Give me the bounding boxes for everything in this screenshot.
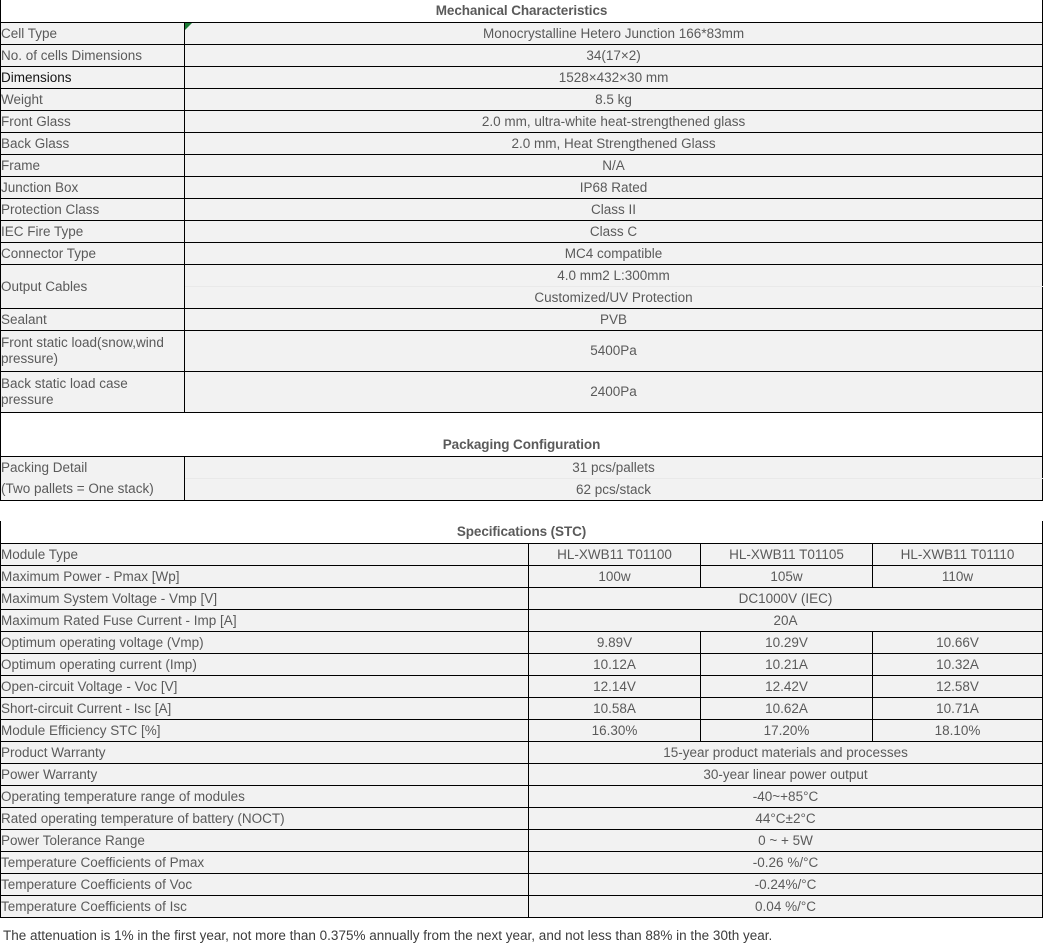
row-label-front-static-load: Front static load(snow,wind pressure) [1, 331, 185, 372]
row-value-open-circuit-voltage-1: 12.14V [529, 676, 701, 698]
row-value-short-circuit-current-2: 10.62A [701, 698, 873, 720]
specifications-stc-table [0, 521, 1043, 918]
section-spacer [0, 501, 1046, 521]
row-value-open-circuit-voltage-3: 12.58V [873, 676, 1043, 698]
row-value-max-power-1: 100w [529, 566, 701, 588]
row-value-product-warranty: 15-year product materials and processes [529, 742, 1043, 764]
row-value-weight: 8.5 kg [185, 89, 1043, 111]
row-value-front-static-load: 5400Pa [185, 331, 1043, 372]
row-value-back-static-load: 2400Pa [185, 372, 1043, 413]
table-row [1, 155, 1043, 177]
row-value-temp-coeff-voc: -0.24%/°C [529, 874, 1043, 896]
table-row [1, 764, 1043, 786]
row-label-operating-temp-range: Operating temperature range of modules [1, 786, 529, 808]
row-label-max-system-voltage: Maximum System Voltage - Vmp [V] [1, 588, 529, 610]
table-row [1, 309, 1043, 331]
packaging-configuration-table [0, 434, 1043, 501]
table-row [1, 654, 1043, 676]
row-value-optimum-voltage-1: 9.89V [529, 632, 701, 654]
table-row [1, 676, 1043, 698]
row-label-noct: Rated operating temperature of battery (NOCT) [1, 808, 529, 830]
row-label-module-efficiency: Module Efficiency STC [%] [1, 720, 529, 742]
row-label-back-glass: Back Glass [1, 133, 185, 155]
row-value-optimum-voltage-3: 10.66V [873, 632, 1043, 654]
row-label-optimum-current: Optimum operating current (Imp) [1, 654, 529, 676]
row-label-power-warranty: Power Warranty [1, 764, 529, 786]
table-row [1, 23, 1043, 45]
row-label-temp-coeff-isc: Temperature Coefficients of Isc [1, 896, 529, 918]
row-value-power-warranty: 30-year linear power output [529, 764, 1043, 786]
table-row [1, 67, 1043, 89]
row-label-optimum-voltage: Optimum operating voltage (Vmp) [1, 632, 529, 654]
table-row [1, 331, 1043, 372]
row-label-connector-type: Connector Type [1, 243, 185, 265]
row-value-optimum-current-3: 10.32A [873, 654, 1043, 676]
row-label-junction-box: Junction Box [1, 177, 185, 199]
row-value-frame: N/A [185, 155, 1043, 177]
table-row [1, 698, 1043, 720]
table-row [1, 896, 1043, 918]
row-value-module-efficiency-1: 16.30% [529, 720, 701, 742]
table-row [1, 457, 1043, 479]
row-label-short-circuit-current: Short-circuit Current - Isc [A] [1, 698, 529, 720]
row-label-output-cables: Output Cables [1, 265, 185, 309]
table-row [1, 808, 1043, 830]
row-value-open-circuit-voltage-2: 12.42V [701, 676, 873, 698]
table-row [1, 45, 1043, 67]
table-row [1, 479, 1043, 501]
row-value-output-cables-2: Customized/UV Protection [185, 287, 1043, 309]
row-value-noct: 44°C±2°C [529, 808, 1043, 830]
row-label-frame: Frame [1, 155, 185, 177]
section-title-packaging: Packaging Configuration [1, 434, 1043, 457]
row-value-text: Monocrystalline Hetero Junction 166*83mm [482, 25, 745, 41]
column-header-module-1: HL-XWB11 T01100 [529, 544, 701, 566]
table-row [1, 720, 1043, 742]
row-value-max-power-3: 110w [873, 566, 1043, 588]
section-title-mechanical: Mechanical Characteristics [1, 0, 1043, 23]
row-label-back-static-load: Back static load case pressure [1, 372, 185, 413]
table-row [1, 133, 1043, 155]
row-value-module-efficiency-2: 17.20% [701, 720, 873, 742]
column-header-module-2: HL-XWB11 T01105 [701, 544, 873, 566]
row-value-temp-coeff-isc: 0.04 %/°C [529, 896, 1043, 918]
row-value-max-power-2: 105w [701, 566, 873, 588]
row-label-front-glass: Front Glass [1, 111, 185, 133]
table-row [1, 742, 1043, 764]
attenuation-footnote: The attenuation is 1% in the first year, not more than 0.375% annually from the next year, and not less than 88% in the 30th year. [3, 928, 773, 943]
gap-row [1, 413, 1043, 435]
row-label-max-fuse-current: Maximum Rated Fuse Current - Imp [A] [1, 610, 529, 632]
row-value-dimensions: 1528×432×30 mm [185, 67, 1043, 89]
row-label-sealant: Sealant [1, 309, 185, 331]
row-value-optimum-voltage-2: 10.29V [701, 632, 873, 654]
row-value-optimum-current-1: 10.12A [529, 654, 701, 676]
table-row [1, 199, 1043, 221]
row-label-max-power: Maximum Power - Pmax [Wp] [1, 566, 529, 588]
row-value-module-efficiency-3: 18.10% [873, 720, 1043, 742]
row-value-back-glass: 2.0 mm, Heat Strengthened Glass [185, 133, 1043, 155]
table-row [1, 89, 1043, 111]
table-row [1, 588, 1043, 610]
table-row [1, 830, 1043, 852]
table-row [1, 874, 1043, 896]
row-value-front-glass: 2.0 mm, ultra-white heat-strengthened glass [185, 111, 1043, 133]
row-label-cell-type: Cell Type [1, 23, 185, 45]
row-label-temp-coeff-pmax: Temperature Coefficients of Pmax [1, 852, 529, 874]
row-label-product-warranty: Product Warranty [1, 742, 529, 764]
table-row [1, 372, 1043, 413]
section-header-row [1, 521, 1043, 544]
row-value-temp-coeff-pmax: -0.26 %/°C [529, 852, 1043, 874]
row-label-temp-coeff-voc: Temperature Coefficients of Voc [1, 874, 529, 896]
section-header-row [1, 0, 1043, 23]
table-row [1, 111, 1043, 133]
row-value-protection-class: Class II [185, 199, 1043, 221]
row-value-sealant: PVB [185, 309, 1043, 331]
row-value-packing-detail-1: 31 pcs/pallets [185, 457, 1043, 479]
row-label-packing-detail-1: Packing Detail [1, 457, 185, 479]
row-label-power-tolerance: Power Tolerance Range [1, 830, 529, 852]
row-label-iec-fire-type: IEC Fire Type [1, 221, 185, 243]
row-value-output-cables-1: 4.0 mm2 L:300mm [185, 265, 1043, 287]
column-header-module-3: HL-XWB11 T01110 [873, 544, 1043, 566]
section-title-specifications: Specifications (STC) [1, 521, 1043, 544]
table-header-row [1, 544, 1043, 566]
row-value-junction-box: IP68 Rated [185, 177, 1043, 199]
row-value-short-circuit-current-1: 10.58A [529, 698, 701, 720]
column-header-module-type: Module Type [1, 544, 529, 566]
row-value-iec-fire-type: Class C [185, 221, 1043, 243]
gap-cell [1, 413, 1043, 435]
table-row [1, 265, 1043, 287]
row-value-optimum-current-2: 10.21A [701, 654, 873, 676]
row-value-power-tolerance: 0 ~ + 5W [529, 830, 1043, 852]
row-label-weight: Weight [1, 89, 185, 111]
row-label-no-of-cells: No. of cells Dimensions [1, 45, 185, 67]
row-label-open-circuit-voltage: Open-circuit Voltage - Voc [V] [1, 676, 529, 698]
row-value-max-fuse-current: 20A [529, 610, 1043, 632]
row-value-connector-type: MC4 compatible [185, 243, 1043, 265]
table-row [1, 177, 1043, 199]
table-row [1, 786, 1043, 808]
mechanical-characteristics-table [0, 0, 1043, 434]
row-label-dimensions: Dimensions [1, 67, 185, 89]
table-row [1, 566, 1043, 588]
row-value-packing-detail-2: 62 pcs/stack [185, 479, 1043, 501]
table-row [1, 610, 1043, 632]
row-value-short-circuit-current-3: 10.71A [873, 698, 1043, 720]
row-value-operating-temp-range: -40~+85°C [529, 786, 1043, 808]
section-header-row [1, 434, 1043, 457]
table-row [1, 632, 1043, 654]
comment-marker-icon [185, 23, 192, 30]
table-row [1, 852, 1043, 874]
row-label-protection-class: Protection Class [1, 199, 185, 221]
row-value-cell-type [185, 23, 1043, 45]
row-value-max-system-voltage: DC1000V (IEC) [529, 588, 1043, 610]
table-row [1, 243, 1043, 265]
table-row [1, 221, 1043, 243]
row-label-packing-detail-2: (Two pallets = One stack) [1, 479, 185, 501]
row-value-no-of-cells: 34(17×2) [185, 45, 1043, 67]
